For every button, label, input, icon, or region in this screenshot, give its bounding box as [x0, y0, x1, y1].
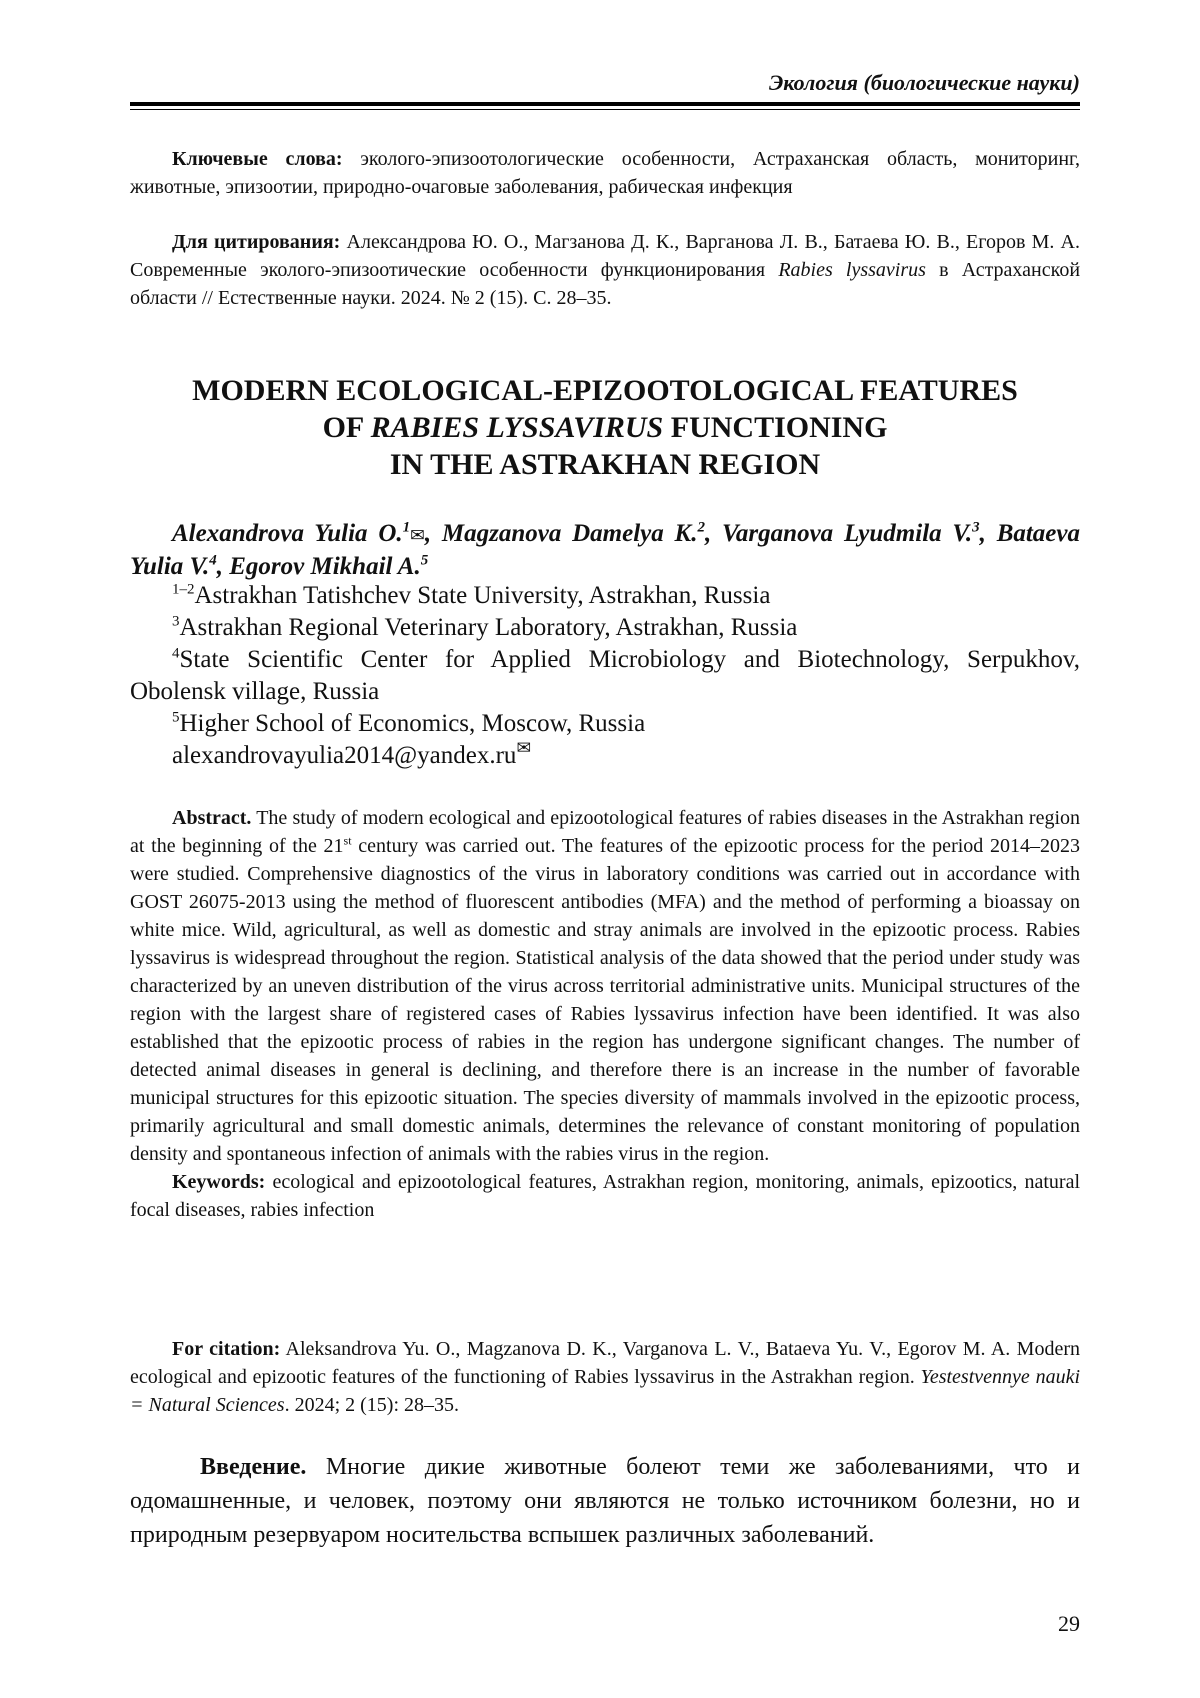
running-head: Экология (биологические науки) — [768, 70, 1080, 95]
author-3: Varganova Lyudmila V. — [722, 520, 973, 547]
affiliation-4 — [130, 708, 1080, 740]
abstract-sup: st — [343, 833, 352, 848]
abstract-label: Abstract. — [172, 807, 252, 829]
email-link[interactable]: alexandrovayulia2014@yandex.ru — [172, 742, 517, 769]
email-row — [130, 737, 1080, 772]
intro-label: Введение. — [200, 1454, 307, 1480]
keywords-en-label: Keywords: — [172, 1171, 266, 1193]
author-1-sup: 1 — [402, 519, 411, 536]
citation-en-italic: Yestestvennye nauki = Natural Sciences — [130, 1366, 1081, 1416]
author-4-sup: 4 — [209, 552, 217, 569]
abstract-text-2: century was carried out. The features of the epizootic process for the period 2014–2023 were studied. Comprehensive diagnostics of the virus in laboratory conditions was carried out in accordance with GOST 26075-2013 using the method of fluorescent antibodies (MFA) and the method of performing a bioassay on white mice. Wild, agricultural, as well as domestic and stray animals are involved in the epizootic process. Rabies lyssavirus is widespread throughout the region. Statistical analysis of the data showed that the period under study was characterized by an uneven distribution of the virus across territorial administrative units. Municipal structures of the region with the largest share of registered cases of Rabies lyssavirus infection have been identified. It was also established that the epizootic process of rabies in the region has undergone significant changes. The number of detected animal diseases in general is declining, and therefore there is an increase in the number of favorable municipal structures for this epizootic situation. The species diversity of mammals involved in the epizootic process, primarily agricultural and small domestic animals, determines the relevance of constant monitoring of population density and spontaneous infection of animals with the rabies virus in the region. — [130, 835, 1080, 1165]
affiliation-4-sup: 5 — [172, 709, 180, 726]
affiliation-4-text: Higher School of Economics, Moscow, Russia — [179, 710, 646, 737]
envelope-icon: ✉ — [410, 525, 425, 545]
keywords-ru-text: эколого-эпизоотологические особенности, Астраханская область, мониторинг, животные, эпизоотии, природно-очаговые заболевания, рабическая инфекция — [130, 148, 1080, 198]
author-5: Egorov Mikhail A. — [229, 553, 421, 580]
author-4: Bataeva Yulia V. — [130, 520, 1081, 580]
keywords-ru-label: Ключевые слова: — [172, 148, 343, 170]
article-title — [130, 372, 1080, 483]
title-line-2 — [130, 409, 1080, 446]
author-2: Magzanova Damelya K. — [441, 520, 698, 547]
author-3-sup: 3 — [972, 519, 980, 536]
keywords-en-text: ecological and epizootological features, Astrakhan region, monitoring, animals, epizootics, natural focal diseases, rabies infection — [130, 1171, 1081, 1221]
citation-en — [130, 1335, 1080, 1419]
page-number: 29 — [1058, 1611, 1080, 1636]
title-line-1: MODERN ECOLOGICAL-EPIZOOTOLOGICAL FEATURES — [192, 374, 1018, 407]
introduction — [130, 1450, 1080, 1552]
citation-en-text-1: Aleksandrova Yu. O., Magzanova D. K., Varganova L. V., Bataeva Yu. V., Egorov M. A. Modern ecological and epizootic features of the functioning of Rabies lyssavirus in the Astrakhan region. — [130, 1338, 1080, 1388]
keywords-ru — [130, 145, 1080, 201]
title-line-2-italic: RABIES LYSSAVIRUS — [370, 411, 664, 444]
citation-ru-italic: Rabies lyssavirus — [778, 259, 926, 281]
authors: Alexandrova Yulia O.$^1$✉, Magzanova Damelya K.$^2$, Varganova Lyudmila V.$^3$, Bataeva Yulia V.$^4$, Egorov Mikhail A.$^5$ — [130, 519, 1081, 580]
citation-ru-text-2: в Астраханской области // Естественные науки. 2024. № 2 (15). С. 28–35. — [130, 259, 1081, 309]
author-5-sup: 5 — [420, 552, 429, 569]
title-line-3: IN THE ASTRAKHAN REGION — [389, 448, 821, 481]
affiliation-3-sup: 4 — [172, 645, 180, 662]
affiliation-2 — [130, 612, 1080, 644]
intro-text: Многие дикие животные болеют теми же заболеваниями, что и одомашненные, и человек, поэтому они являются не только источником болезни, но и природным резервуаром носительства вспышек различных заболеваний. — [130, 1454, 1080, 1548]
abstract-text-1: The study of modern ecological and epizootological features of rabies diseases in the Astrakhan region at the beginning of the 21 — [130, 807, 1081, 857]
affiliation-1-text: Astrakhan Tatishchev State University, Astrakhan, Russia — [194, 582, 771, 609]
citation-ru-label: Для цитирования: — [172, 231, 341, 253]
affiliation-2-text: Astrakhan Regional Veterinary Laboratory, Astrakhan, Russia — [179, 614, 798, 641]
citation-ru — [130, 228, 1080, 312]
title-line-2-suffix: FUNCTIONING — [670, 411, 888, 444]
header-rule-thick — [130, 102, 1080, 106]
affiliation-1-sup: 1–2 — [172, 581, 195, 598]
envelope-icon-email: ✉ — [516, 737, 532, 758]
affiliation-2-sup: 3 — [172, 613, 180, 630]
abstract — [130, 804, 1080, 1224]
citation-en-text-2: . 2024; 2 (15): 28–35. — [284, 1394, 460, 1416]
title-line-2-prefix: OF — [322, 411, 364, 444]
affiliations — [130, 580, 1080, 772]
header-rule-thin — [130, 109, 1080, 110]
affiliation-1 — [130, 580, 1080, 612]
citation-en-label: For citation: — [172, 1338, 281, 1360]
author-2-sup: 2 — [697, 519, 705, 536]
affiliation-3 — [130, 644, 1080, 708]
citation-ru-text-1: Александрова Ю. О., Магзанова Д. К., Варганова Л. В., Батаева Ю. В., Егоров М. А. Современные эколого-эпизоотические особенности функционирования — [130, 231, 1080, 281]
affiliation-3-text: State Scientific Center for Applied Microbiology and Biotechnology, Serpukhov, Obolensk village, Russia — [130, 646, 1080, 705]
author-1: Alexandrova Yulia O. — [172, 520, 403, 547]
